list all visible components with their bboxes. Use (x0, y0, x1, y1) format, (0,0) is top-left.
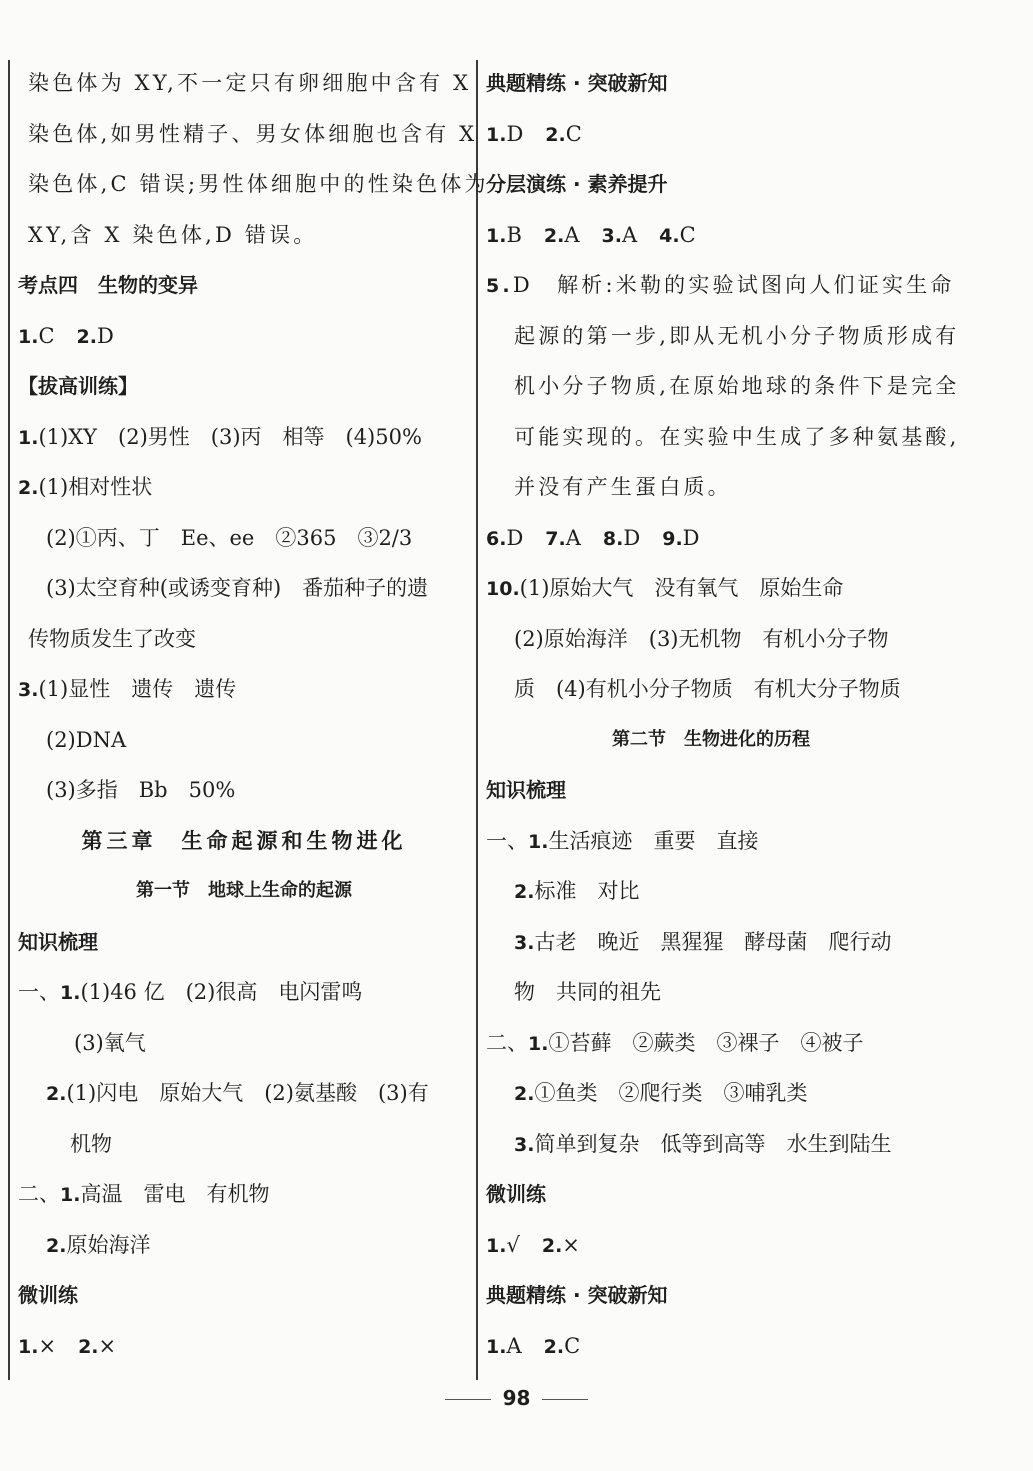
answer-line: 1.C 2.D (18, 323, 114, 348)
footer-rule (542, 1399, 588, 1400)
heading-wei-xunlian: 微训练 (486, 1182, 546, 1206)
section-title: 第一节 地球上生命的起源 (136, 880, 352, 901)
outline-item: 2.原始海洋 (46, 1232, 151, 1257)
paragraph-line: 机小分子物质,在原始地球的条件下是完全 (514, 374, 960, 398)
question-10-line: 质 (4)有机小分子物质 有机大分子物质 (514, 677, 901, 701)
question-3-line: (2)DNA (46, 727, 127, 752)
paragraph-line: 起源的第一步,即从无机小分子物质形成有 (514, 323, 960, 348)
outline-item-cont: 机物 (70, 1131, 112, 1156)
outline-item-cont: (3)氧气 (74, 1030, 146, 1055)
outline-item: 2.①鱼类 ②爬行类 ③哺乳类 (514, 1081, 808, 1105)
paragraph-line: 并没有产生蛋白质。 (514, 475, 732, 499)
left-column (18, 58, 489, 1371)
outline-item: 3.古老 晚近 黑猩猩 酵母菌 爬行动 (514, 929, 892, 954)
heading-bagao: 【拔高训练】 (18, 374, 138, 398)
question-5: 5.D 解析:米勒的实验试图向人们证实生命 (486, 273, 955, 297)
heading-diantijinglian: 典题精练 · 突破新知 (486, 1283, 668, 1307)
explanation-paragraph (18, 58, 489, 260)
answer-line: 1.× 2.× (18, 1333, 117, 1358)
page-number: 98 (502, 1386, 531, 1410)
answer-line: 1.√ 2.× (486, 1232, 580, 1257)
paragraph-line: 染色体,C 错误;男性体细胞中的性染色体为 (28, 172, 489, 196)
heading-zhishi-shuli: 知识梳理 (18, 929, 98, 954)
outline-item: 3.简单到复杂 低等到高等 水生到陆生 (514, 1131, 892, 1156)
section-title: 第二节 生物进化的历程 (612, 728, 810, 750)
answer-line: 1.A 2.C (486, 1333, 581, 1358)
footer-rule (445, 1399, 491, 1400)
question-3: 3.(1)显性 遗传 遗传 (18, 677, 237, 701)
question-10-line: (2)原始海洋 (3)无机物 有机小分子物 (514, 626, 889, 651)
paragraph-line: 可能实现的。在实验中生成了多种氨基酸, (514, 424, 960, 449)
outline-item: 一、1.(1)46 亿 (2)很高 电闪雷鸣 (18, 980, 363, 1004)
outline-item: 2.标准 对比 (514, 879, 640, 903)
outline-item: 一、1.生活痕迹 重要 直接 (486, 828, 759, 853)
right-column (486, 58, 960, 1371)
paragraph-line: XY,含 X 染色体,D 错误。 (28, 222, 318, 247)
outline-item: 2.(1)闪电 原始大气 (2)氨基酸 (3)有 (46, 1081, 429, 1105)
question-1: 1.(1)XY (2)男性 (3)丙 相等 (4)50% (18, 424, 422, 449)
question-10: 10.(1)原始大气 没有氧气 原始生命 (486, 576, 844, 600)
chapter-title: 第三章 生命起源和生物进化 (81, 827, 407, 853)
heading-kaodian-4: 考点四 生物的变异 (18, 273, 198, 297)
question-2-line: (2)①丙、丁 Ee、ee ②365 ③2/3 (46, 525, 413, 550)
left-border-line (8, 60, 10, 1380)
question-2: 2.(1)相对性状 (18, 475, 153, 499)
heading-wei-xunlian: 微训练 (18, 1283, 78, 1307)
question-2-line: (3)太空育种(或诱变育种) 番茄种子的遗 (46, 576, 429, 600)
question-3-line: (3)多指 Bb 50% (46, 778, 236, 802)
paragraph-line: 染色体为 XY,不一定只有卵细胞中含有 X (28, 71, 472, 95)
outline-item-cont: 物 共同的祖先 (514, 980, 661, 1004)
question-2-line: 传物质发生了改变 (28, 626, 196, 651)
page-footer (0, 1386, 1033, 1410)
column-divider (476, 60, 478, 1380)
heading-zhishi-shuli: 知识梳理 (486, 778, 566, 802)
answer-line: 1.B 2.A 3.A 4.C (486, 222, 696, 247)
question-5-explanation (486, 260, 960, 513)
outline-item: 二、1.①苔藓 ②蕨类 ③裸子 ④被子 (486, 1030, 864, 1055)
heading-diantijinglian: 典题精练 · 突破新知 (486, 71, 668, 95)
heading-fenceng-yanlian: 分层演练 · 素养提升 (486, 172, 668, 196)
answer-line: 1.D 2.C (486, 121, 582, 146)
outline-item: 二、1.高温 雷电 有机物 (18, 1182, 270, 1206)
answer-line: 6.D 7.A 8.D 9.D (486, 525, 700, 550)
paragraph-line: 染色体,如男性精子、男女体细胞也含有 X (28, 121, 478, 146)
